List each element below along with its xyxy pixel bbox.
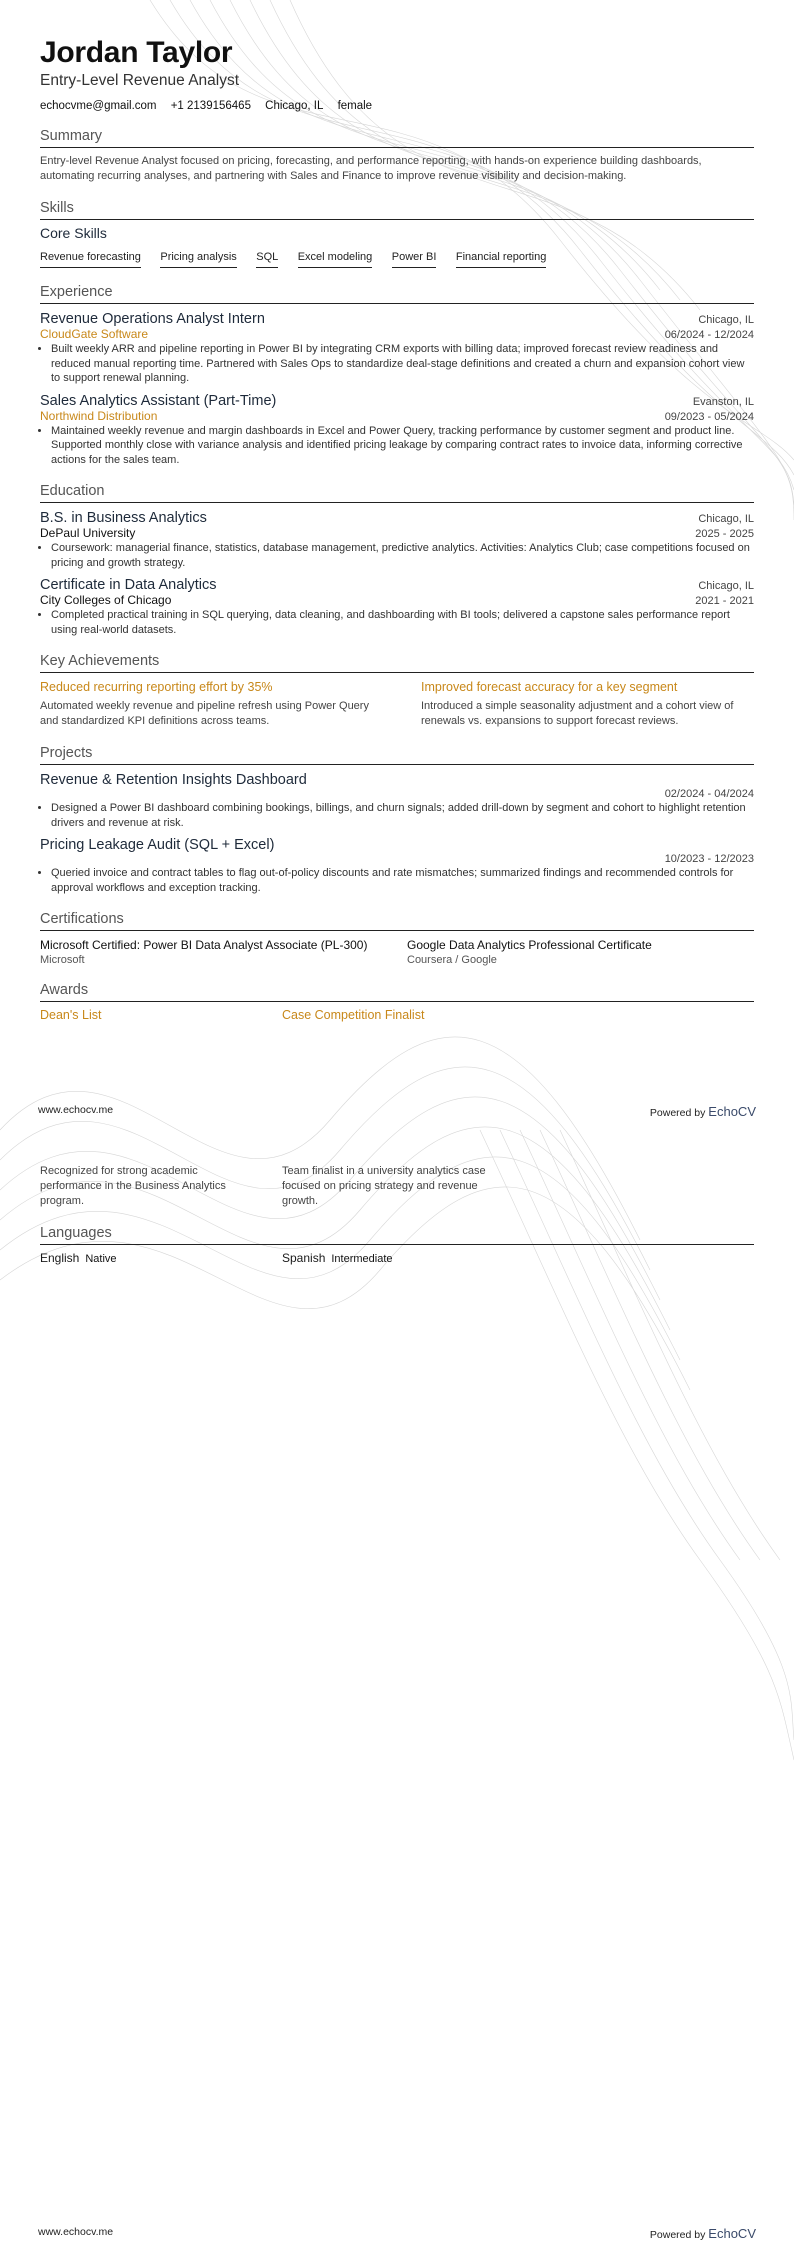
education-entry (40, 577, 754, 637)
award-title: Dean's List (40, 1008, 102, 1022)
job-bullet: • Maintained weekly revenue and margin dashboards in Excel and Power Query, tracking performance by customer segment and product line. Supported monthly close with variance analysis and identified pricing leakage by comparing contract rates to invoice data, informing corrective actions for the sales team. (51, 424, 754, 468)
certifications-grid (40, 938, 754, 966)
language-name: English (40, 1251, 80, 1265)
company-name: CloudGate Software (40, 327, 149, 341)
skill-chip: Financial reporting (456, 251, 547, 268)
education-dates: 2021 - 2021 (695, 595, 754, 607)
skill-chip: Excel modeling (298, 251, 373, 268)
resume-page-2 (40, 1164, 754, 1265)
contact-location: Chicago, IL (265, 100, 324, 112)
education-dates: 2025 - 2025 (695, 528, 754, 540)
footer-site-link[interactable]: www.echocv.me (38, 1104, 114, 1116)
experience-entry (40, 311, 754, 386)
degree-title: Certificate in Data Analytics (40, 577, 217, 593)
achievements-heading: Key Achievements (40, 653, 754, 673)
certification-item (40, 938, 387, 966)
contact-phone[interactable]: +1 2139156465 (170, 100, 251, 112)
language-level: Intermediate (331, 1253, 393, 1265)
skills-heading: Skills (40, 200, 754, 220)
skill-chip: Power BI (392, 251, 437, 268)
job-dates: 09/2023 - 05/2024 (664, 410, 754, 423)
awards-titles (40, 1008, 754, 1022)
candidate-title: Entry-Level Revenue Analyst (40, 72, 240, 89)
certification-org: Coursera / Google (407, 954, 497, 966)
projects-heading: Projects (40, 745, 754, 765)
language-item (40, 1251, 282, 1265)
degree-title: B.S. in Business Analytics (40, 510, 207, 526)
skill-chip: Revenue forecasting (40, 251, 141, 268)
achievement-title: Reduced recurring reporting effort by 35% (40, 680, 273, 694)
achievement-item (421, 680, 754, 729)
certification-org: Microsoft (40, 954, 85, 966)
award-desc: Recognized for strong academic performance in the Business Analytics program. (40, 1165, 226, 1207)
project-title: Revenue & Retention Insights Dashboard (40, 772, 307, 788)
job-bullet: • Built weekly ARR and pipeline reporting in Power BI by integrating CRM exports with billing data; improved forecast review readiness and reduced manual reporting time. Partnered with Sales Ops to standardize deal-stage definitions and created a churn and expansion cohort view to support renewal planning. (51, 342, 754, 386)
education-bullet: • Completed practical training in SQL querying, data cleaning, and dashboarding with BI tools; delivered a capstone sales performance report using real-world datasets. (51, 608, 754, 637)
language-item (282, 1251, 524, 1265)
skill-chip: SQL (256, 251, 278, 268)
education-heading: Education (40, 483, 754, 503)
project-dates: 10/2023 - 12/2023 (664, 853, 754, 865)
footer-powered-label: Powered by (649, 1107, 706, 1119)
contact-gender: female (337, 100, 373, 112)
achievement-desc: Automated weekly revenue and pipeline refresh using Power Query and standardized KPI definitions across teams. (40, 700, 369, 727)
certification-item (407, 938, 754, 966)
awards-heading: Awards (40, 982, 754, 1002)
school-name: City Colleges of Chicago (40, 593, 172, 607)
page-footer (38, 2226, 756, 2241)
core-skills-heading: Core Skills (40, 225, 107, 241)
awards-descriptions (40, 1164, 754, 1209)
footer-site-link[interactable]: www.echocv.me (38, 2226, 114, 2238)
job-location: Chicago, IL (698, 314, 754, 326)
certification-name: Microsoft Certified: Power BI Data Analyst Associate (PL-300) (40, 938, 368, 952)
project-entry (40, 772, 754, 830)
company-name: Northwind Distribution (40, 408, 158, 423)
education-bullet: • Coursework: managerial finance, statistics, database management, predictive analytics. Activities: Analytics Club; case competitions focused on pricing and growth strategy. (51, 541, 754, 570)
certification-name: Google Data Analytics Professional Certificate (407, 938, 652, 952)
skill-chips (40, 247, 754, 268)
project-dates: 02/2024 - 04/2024 (664, 788, 754, 800)
achievements-grid (40, 680, 754, 729)
achievement-item (40, 680, 373, 729)
echocv-logo[interactable]: EchoCV (708, 1104, 756, 1119)
award-desc: Team finalist in a university analytics case focused on pricing strategy and revenue growth. (282, 1165, 486, 1207)
contact-line (40, 100, 754, 112)
languages-heading: Languages (40, 1225, 754, 1245)
award-title: Case Competition Finalist (282, 1008, 425, 1022)
project-bullet: • Queried invoice and contract tables to flag out-of-policy discounts and rate mismatches; summarized findings and recommended controls for approval workflows and exception tracking. (51, 866, 754, 895)
resume-page-1 (40, 36, 754, 1022)
school-name: DePaul University (40, 526, 136, 540)
language-name: Spanish (282, 1251, 326, 1265)
language-level: Native (85, 1253, 117, 1265)
project-bullet: • Designed a Power BI dashboard combining bookings, billings, and churn signals; added drill-down by segment and cohort to highlight retention drivers and revenue at risk. (51, 801, 754, 830)
job-location: Evanston, IL (692, 395, 754, 408)
experience-entry (40, 393, 754, 468)
school-location: Chicago, IL (698, 580, 754, 592)
experience-heading: Experience (40, 284, 754, 304)
contact-email[interactable]: echocvme@gmail.com (40, 100, 157, 112)
footer-powered-label: Powered by (649, 2229, 706, 2241)
summary-text: Entry-level Revenue Analyst focused on pricing, forecasting, and performance reporting, with hands-on experience building dashboards, automating recurring analyses, and partnering with Sales and Finance to improve revenue visibility and decision-making. (40, 155, 702, 182)
echocv-logo[interactable]: EchoCV (708, 2226, 756, 2241)
school-location: Chicago, IL (698, 513, 754, 525)
education-entry (40, 510, 754, 570)
page-footer (38, 1104, 756, 1119)
job-dates: 06/2024 - 12/2024 (664, 329, 754, 341)
skill-chip: Pricing analysis (160, 251, 236, 268)
project-title: Pricing Leakage Audit (SQL + Excel) (40, 837, 275, 853)
job-title: Revenue Operations Analyst Intern (40, 311, 265, 327)
certifications-heading: Certifications (40, 911, 754, 931)
job-title: Sales Analytics Assistant (Part-Time) (40, 392, 277, 409)
achievement-desc: Introduced a simple seasonality adjustment and a cohort view of renewals vs. expansions to support forecast reviews. (421, 700, 734, 727)
languages-list (40, 1251, 754, 1265)
project-entry (40, 837, 754, 895)
candidate-name: Jordan Taylor (40, 36, 233, 69)
summary-heading: Summary (40, 128, 754, 148)
achievement-title: Improved forecast accuracy for a key segment (421, 680, 678, 694)
